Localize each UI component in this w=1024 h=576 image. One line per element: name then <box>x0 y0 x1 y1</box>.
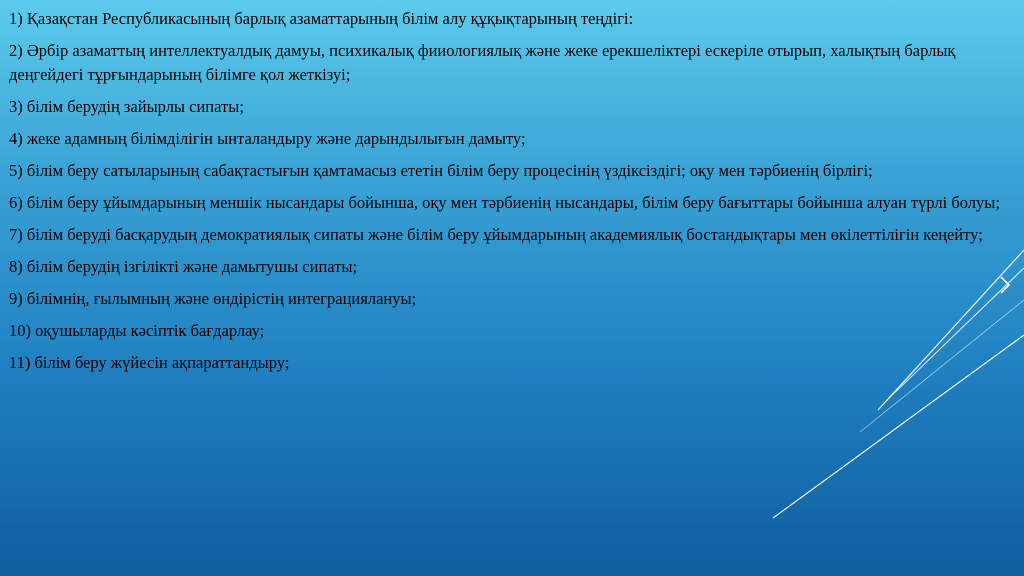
list-item-9: 9) білімнің, ғылымның және өндірістің интеграциялануы; <box>9 289 417 308</box>
list-item-2: 2) Әрбір азаматтың интеллектуалдық дамуы, психикалық фииологиялық және жеке ерекшеліктері ескеріле отырып, халықтың барлық деңгейдегі тұрғындарының білімге қол жеткізуі; <box>9 41 956 84</box>
list-item-6: 6) білім беру ұйымдарының меншік нысандары бойынша, оқу мен тәрбиенің нысандары, білім беру бағыттары бойынша алуан түрлі болуы; <box>9 193 1000 212</box>
list-item-5: 5) білім беру сатыларының сабақтастығын қамтамасыз ететін білім беру процесінің үздіксіздігі; оқу мен тәрбиенің бірлігі; <box>9 161 873 180</box>
list-item-4: 4) жеке адамның білімділігін ынталандыру және дарындылығын дамыту; <box>9 129 526 148</box>
list-item-7: 7) білім беруді басқарудың демократиялық сипаты және білім беру ұйымдарының академиялық бостандықтары мен өкілеттілігін кеңейту; <box>9 225 983 244</box>
list-item-11: 11) білім беру жүйесін ақпараттандыру; <box>9 353 290 372</box>
list-item-1: 1) Қазақстан Республикасының барлық азаматтарының білім алу құқықтарының теңдігі: <box>9 9 634 28</box>
list-item-10: 10) оқушыларды кәсіптік бағдарлау; <box>9 321 265 340</box>
list-item-8: 8) білім берудің ізгілікті және дамытушы сипаты; <box>9 257 358 276</box>
slide-content <box>9 7 1009 567</box>
list-item-3: 3) білім берудің зайырлы сипаты; <box>9 97 244 116</box>
